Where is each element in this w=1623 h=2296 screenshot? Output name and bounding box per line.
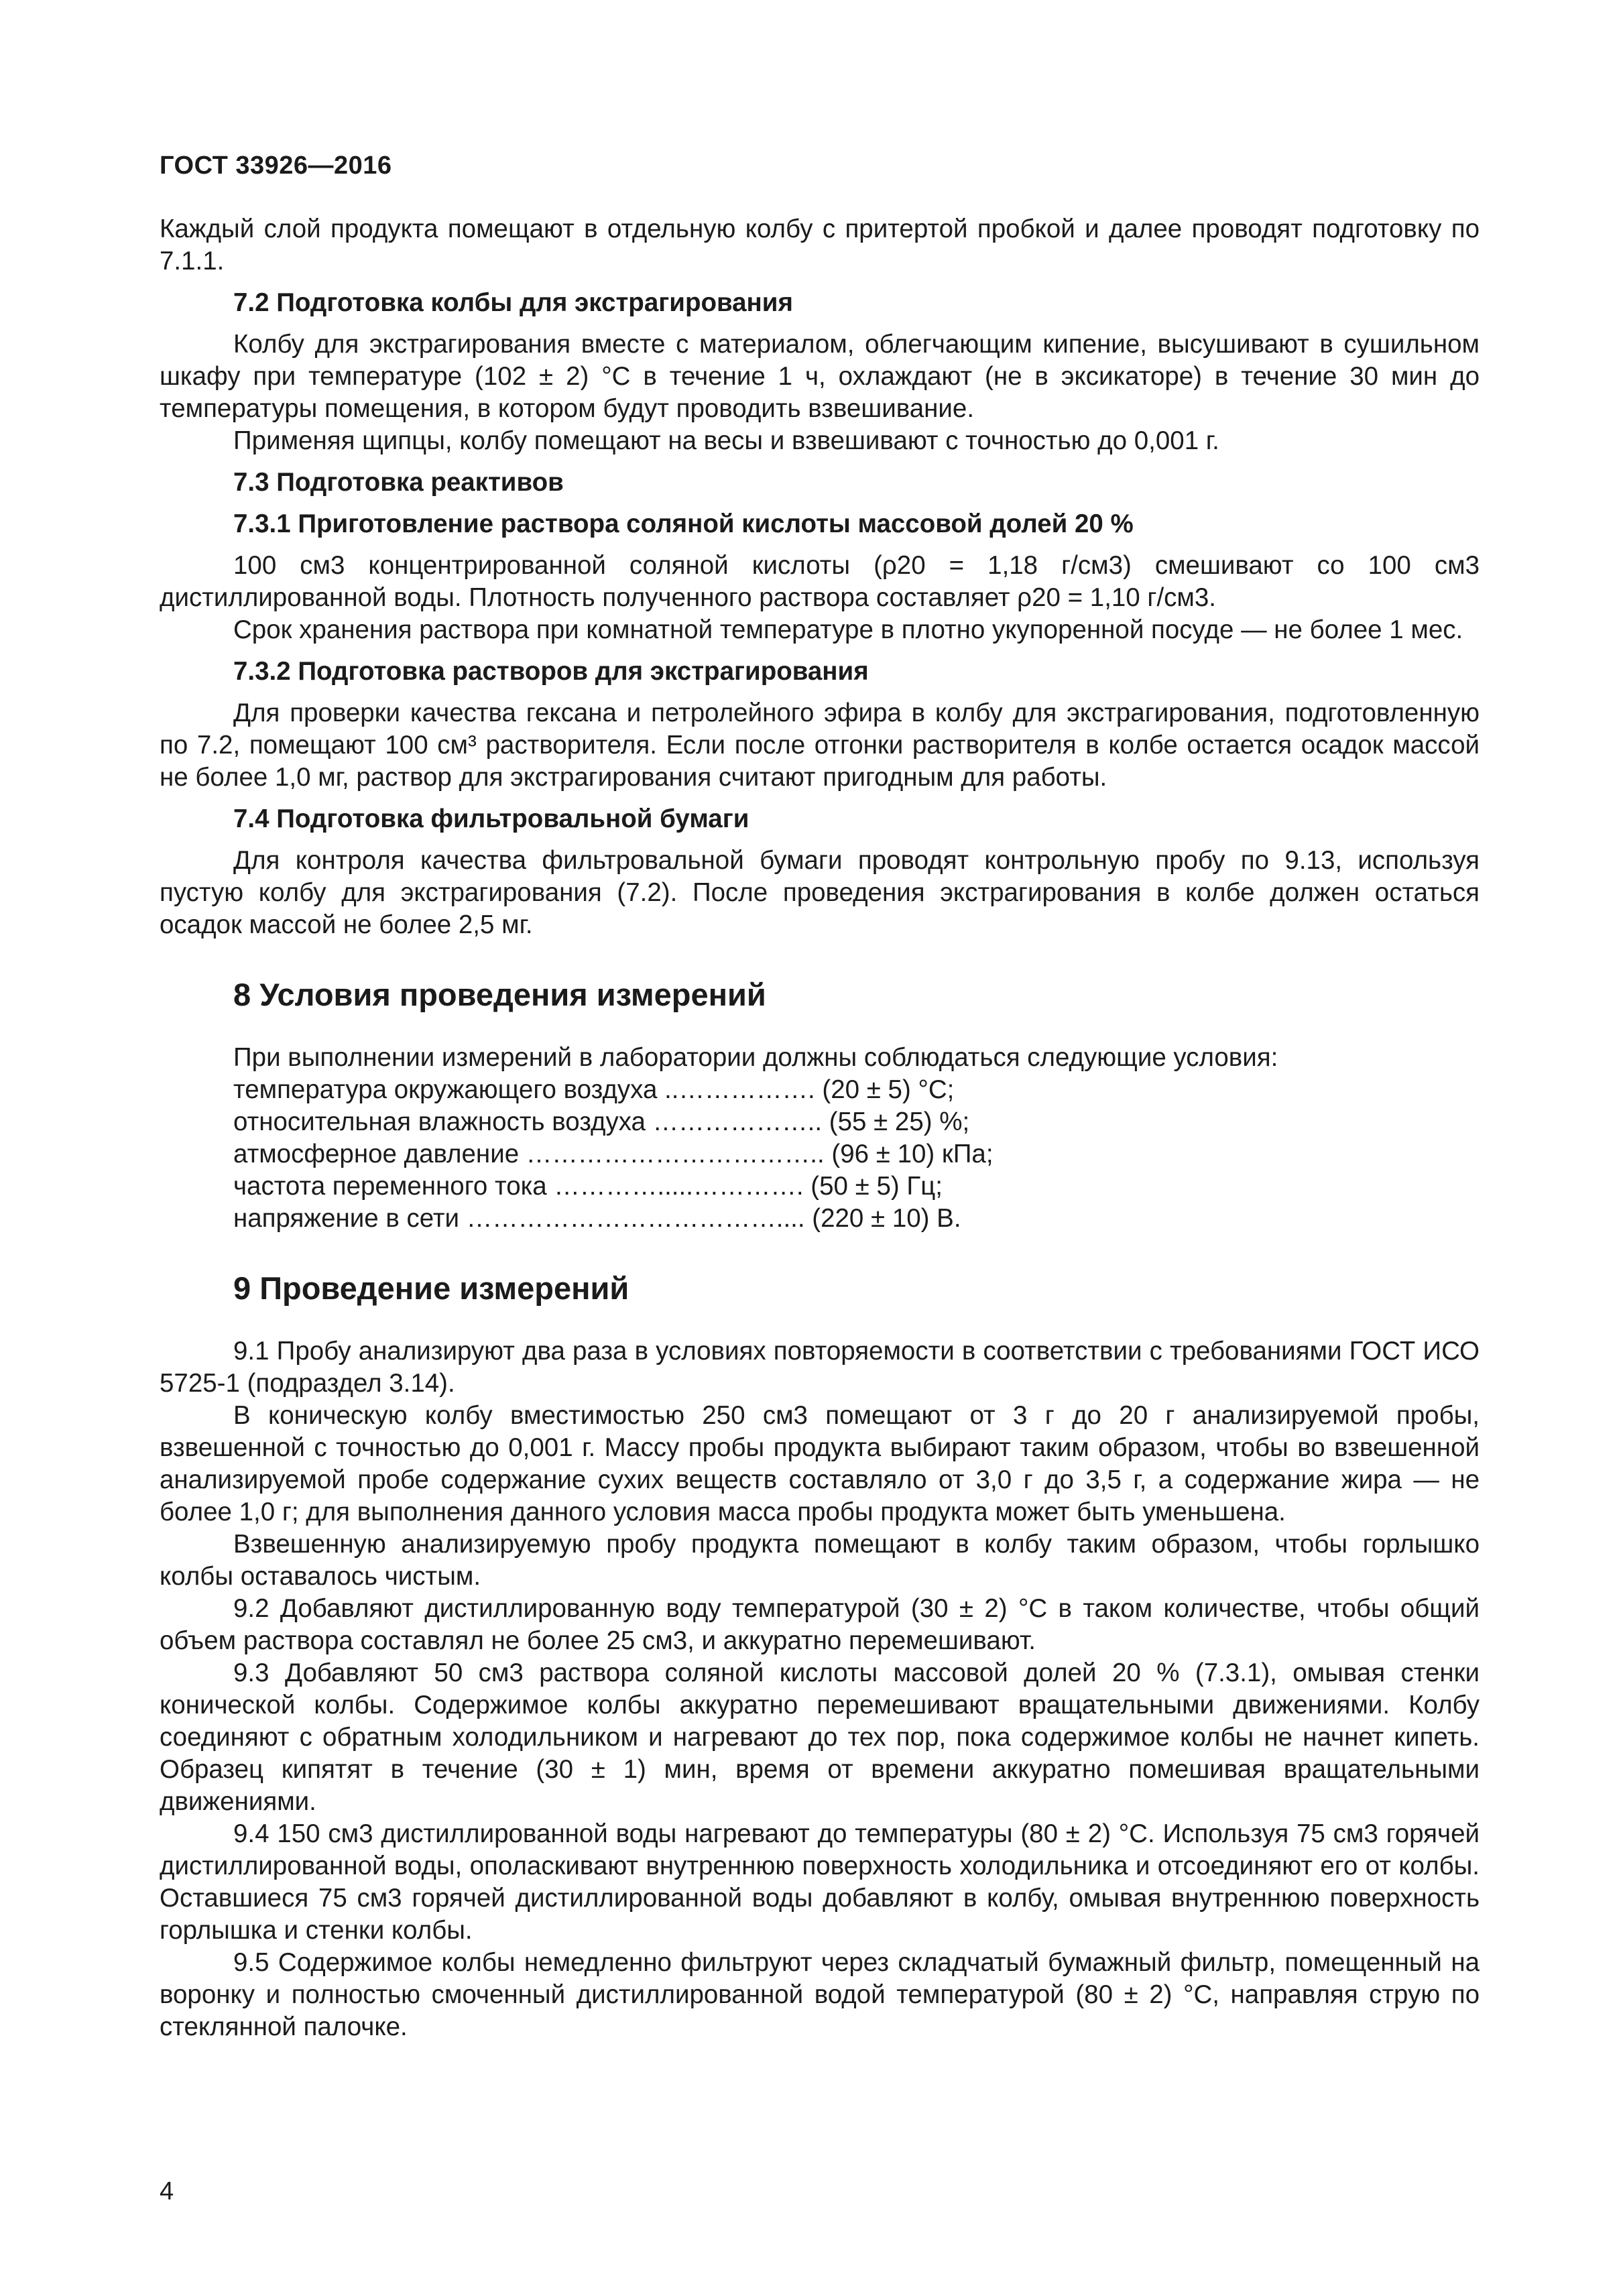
- paragraph: Срок хранения раствора при комнатной температуре в плотно укупоренной посуде — не более 1 мес.: [233, 615, 1463, 644]
- condition-line: частота переменного тока ………….....…………. (50 ± 5) Гц;: [233, 1172, 943, 1201]
- condition-line: температура окружающего воздуха ..……………. (20 ± 5) °С;: [233, 1075, 955, 1104]
- paragraph: Для проверки качества гексана и петролейного эфира в колбу для экстрагирования, подготовленную по 7.2, помещают 100 см³ растворителя. Если после отгонки растворителя в колбе остается осадок массой не более 1,0 мг, раствор для экстрагирования считают пригодным для работы.: [160, 699, 1480, 792]
- condition-line: напряжение в сети ……………………………….... (220 ± 10) В.: [233, 1204, 961, 1233]
- paragraph: Для контроля качества фильтровальной бумаги проводят контрольную пробу по 9.13, используя пустую колбу для экстрагирования (7.2). После проведения экстрагирования в колбе должен остаться осадок массой не более 2,5 мг.: [160, 846, 1480, 939]
- subsection-heading: 7.3.1 Приготовление раствора соляной кислоты массовой долей 20 %: [233, 509, 1134, 538]
- paragraph: 9.5 Содержимое колбы немедленно фильтруют через складчатый бумажный фильтр, помещенный на воронку и полностью смоченный дистиллированной водой температурой (80 ± 2) °С, направляя струю по стеклянной палочке.: [160, 1948, 1480, 2041]
- paragraph: Колбу для экстрагирования вместе с материалом, облегчающим кипение, высушивают в сушильном шкафу при температуре (102 ± 2) °С в течение 1 ч, охлаждают (не в эксикаторе) в течение 30 мин до температуры помещения, в котором будут проводить взвешивание.: [160, 330, 1480, 423]
- subsection-heading: 7.2 Подготовка колбы для экстрагирования: [233, 288, 793, 317]
- paragraph: Применяя щипцы, колбу помещают на весы и взвешивают с точностью до 0,001 г.: [233, 426, 1219, 455]
- document-header: ГОСТ 33926—2016: [160, 152, 392, 180]
- paragraph: В коническую колбу вместимостью 250 см3 помещают от 3 г до 20 г анализируемой пробы, взвешенной с точностью до 0,001 г. Массу пробы продукта выбирают таким образом, чтобы во взвешенной анализируемой пробе содержание сухих веществ составляло от 3,0 г до 3,5 г, а содержание жира — не более 1,0 г; для выполнения данного условия масса пробы продукта может быть уменьшена.: [160, 1401, 1480, 1526]
- paragraph: 9.2 Добавляют дистиллированную воду температурой (30 ± 2) °С в таком количестве, чтобы общий объем раствора составлял не более 25 см3, и аккуратно перемешивают.: [160, 1594, 1480, 1655]
- paragraph: 9.4 150 см3 дистиллированной воды нагревают до температуры (80 ± 2) °С. Используя 75 см3 горячей дистиллированной воды, ополаскивают внутреннюю поверхность холодильника и отсоединяют его от колбы. Оставшиеся 75 см3 горячей дистиллированной воды добавляют в колбу, омывая внутреннюю поверхность горлышка и стенки колбы.: [160, 1819, 1480, 1945]
- paragraph: 9.3 Добавляют 50 см3 раствора соляной кислоты массовой долей 20 % (7.3.1), омывая стенки конической колбы. Содержимое колбы аккуратно перемешивают вращательными движениями. Колбу соединяют с обратным холодильником и нагревают до тех пор, пока содержимое колбы не начнет кипеть. Образец кипятят в течение (30 ± 1) мин, время от времени аккуратно помешивая вращательными движениями.: [160, 1658, 1480, 1816]
- subsection-heading: 7.4 Подготовка фильтровальной бумаги: [233, 804, 749, 833]
- section-heading: 8 Условия проведения измерений: [233, 977, 766, 1012]
- paragraph: Каждый слой продукта помещают в отдельную колбу с притертой пробкой и далее проводят подготовку по 7.1.1.: [160, 215, 1480, 276]
- section-heading: 9 Проведение измерений: [233, 1270, 629, 1306]
- document-body: [160, 213, 1480, 2043]
- condition-line: относительная влажность воздуха ……………….. (55 ± 25) %;: [233, 1107, 970, 1136]
- subsection-heading: 7.3 Подготовка реактивов: [233, 468, 564, 497]
- page-number: 4: [160, 2177, 174, 2206]
- paragraph: 100 см3 концентрированной соляной кислоты (ρ20 = 1,18 г/см3) смешивают со 100 см3 дистиллированной воды. Плотность полученного раствора составляет ρ20 = 1,10 г/см3.: [160, 551, 1480, 612]
- paragraph: Взвешенную анализируемую пробу продукта помещают в колбу таким образом, чтобы горлышко колбы оставалось чистым.: [160, 1530, 1480, 1591]
- paragraph: При выполнении измерений в лаборатории должны соблюдаться следующие условия:: [233, 1043, 1278, 1072]
- subsection-heading: 7.3.2 Подготовка растворов для экстрагирования: [233, 657, 869, 686]
- condition-line: атмосферное давление …………………………….. (96 ± 10) кПа;: [233, 1140, 994, 1168]
- paragraph: 9.1 Пробу анализируют два раза в условиях повторяемости в соответствии с требованиями ГОСТ ИСО 5725-1 (подраздел 3.14).: [160, 1337, 1480, 1398]
